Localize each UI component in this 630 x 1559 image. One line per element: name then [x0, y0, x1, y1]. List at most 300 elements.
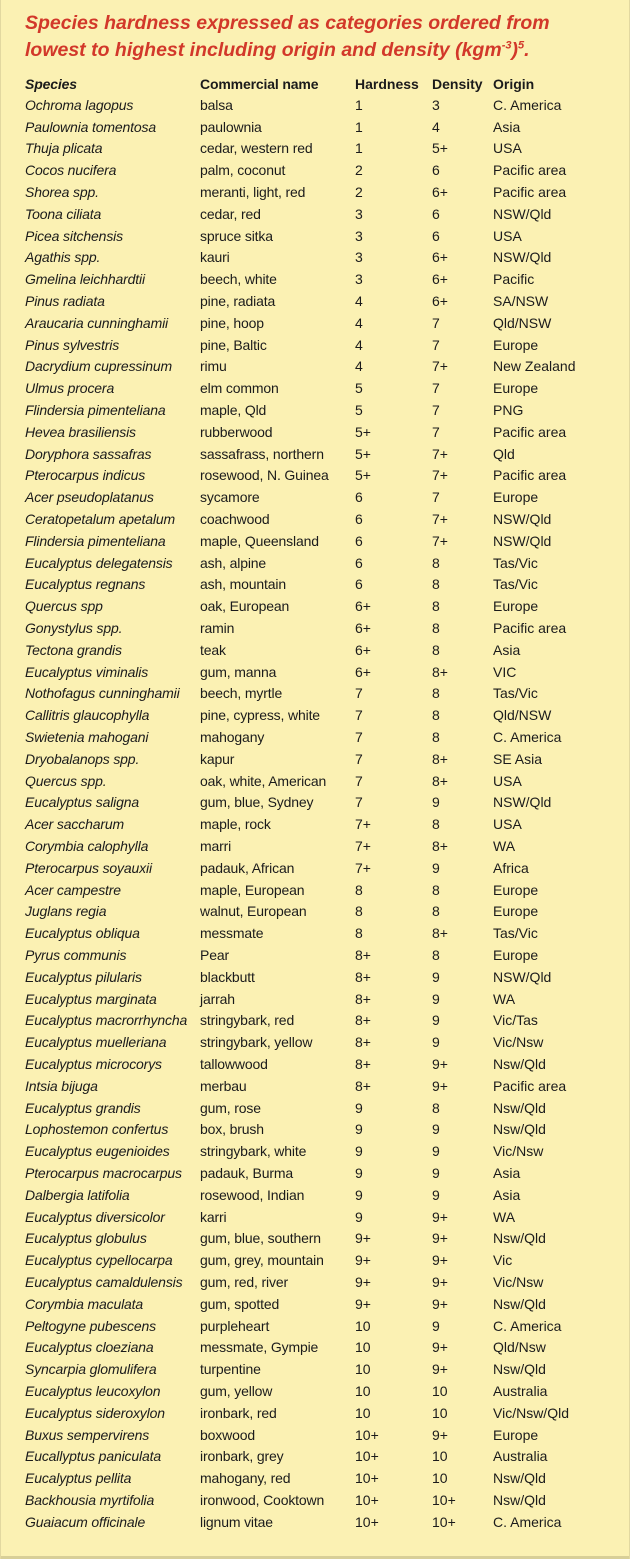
table-row — [25, 1489, 603, 1511]
table-row — [25, 421, 603, 443]
density-cell: 8 — [432, 598, 440, 615]
origin-cell: Asia — [493, 641, 521, 658]
title-period: . — [524, 39, 530, 61]
origin-cell: C. America — [493, 1317, 562, 1334]
header-origin: Origin — [493, 76, 535, 92]
density-cell: 8+ — [432, 750, 448, 767]
species-cell: Juglans regia — [25, 903, 107, 920]
table-row — [25, 1206, 603, 1228]
origin-cell: Vic/Nsw/Qld — [493, 1404, 569, 1421]
species-cell: Eucalyptus viminalis — [25, 663, 149, 680]
header-row — [25, 74, 603, 94]
species-cell: Acer campestre — [25, 881, 121, 898]
density-cell: 9 — [432, 794, 440, 811]
species-cell: Shorea spp. — [25, 184, 99, 201]
commercial-name-cell: mahogany — [200, 729, 265, 745]
origin-cell: USA — [493, 772, 522, 789]
density-cell: 6 — [432, 205, 440, 222]
density-cell: 10 — [432, 1470, 448, 1487]
table-row — [25, 813, 603, 835]
density-cell: 8+ — [432, 663, 448, 680]
origin-cell: NSW/Qld — [493, 205, 552, 222]
commercial-name-cell: blackbutt — [200, 968, 255, 985]
origin-cell: Europe — [493, 1426, 539, 1443]
origin-cell: Pacific area — [493, 1077, 567, 1094]
commercial-name-cell: turpentine — [200, 1361, 261, 1378]
title-line-1: Species hardness expressed as categories ordered from — [25, 12, 550, 34]
origin-cell: New Zealand — [493, 358, 576, 375]
species-cell: Eucalyptus grandis — [25, 1099, 141, 1116]
commercial-name-cell: cedar, red — [200, 205, 261, 222]
density-cell: 4 — [432, 118, 440, 135]
origin-cell: USA — [493, 140, 522, 157]
species-cell: Tectona grandis — [25, 641, 122, 658]
title-exponent: -3 — [501, 39, 512, 52]
hardness-cell: 10 — [355, 1339, 371, 1356]
species-cell: Lophostemon confertus — [25, 1121, 169, 1138]
origin-cell: Europe — [493, 946, 539, 963]
density-cell: 9+ — [432, 1273, 448, 1290]
commercial-name-cell: beech, white — [200, 271, 277, 288]
hardness-cell: 3 — [355, 249, 363, 266]
hardness-cell: 10 — [355, 1361, 371, 1378]
hardness-cell: 10+ — [355, 1448, 379, 1465]
hardness-cell: 10 — [355, 1404, 371, 1421]
table-row — [25, 203, 603, 225]
table-row — [25, 726, 603, 748]
commercial-name-cell: merbau — [200, 1077, 247, 1094]
origin-cell: WA — [493, 990, 516, 1007]
table-row — [25, 835, 603, 857]
origin-cell: Tas/Vic — [493, 554, 538, 571]
hardness-table — [25, 74, 603, 1533]
species-cell: Eucalyptus cloeziana — [25, 1339, 154, 1356]
origin-cell: WA — [493, 837, 516, 854]
hardness-cell: 9+ — [355, 1252, 371, 1269]
table-row — [25, 399, 603, 421]
density-cell: 8 — [432, 685, 440, 702]
commercial-name-cell: paulownia — [200, 118, 262, 135]
table-row — [25, 159, 603, 181]
table-row — [25, 138, 603, 160]
density-cell: 10+ — [432, 1513, 456, 1530]
hardness-cell: 2 — [355, 162, 363, 179]
origin-cell: SE Asia — [493, 750, 543, 767]
hardness-cell: 4 — [355, 358, 363, 375]
commercial-name-cell: coachwood — [200, 511, 270, 528]
table-row — [25, 748, 603, 770]
origin-cell: Asia — [493, 1164, 521, 1181]
species-cell: Gonystylus spp. — [25, 620, 123, 637]
origin-cell: Europe — [493, 881, 539, 898]
species-cell: Eucalyptus saligna — [25, 794, 140, 811]
table-row — [25, 334, 603, 356]
density-cell: 7+ — [432, 467, 448, 484]
hardness-cell: 7 — [355, 750, 363, 767]
origin-cell: Pacific area — [493, 162, 567, 179]
density-cell: 9 — [432, 990, 440, 1007]
table-row — [25, 356, 603, 378]
density-cell: 7+ — [432, 532, 448, 549]
origin-cell: SA/NSW — [493, 293, 549, 310]
density-cell: 8 — [432, 881, 440, 898]
density-cell: 10+ — [432, 1491, 456, 1508]
species-cell: Picea sitchensis — [25, 227, 123, 244]
hardness-cell: 7 — [355, 794, 363, 811]
table-row — [25, 1315, 603, 1337]
table-row — [25, 1097, 603, 1119]
commercial-name-cell: ironwood, Cooktown — [200, 1491, 325, 1508]
table-row — [25, 988, 603, 1010]
species-cell: Pinus sylvestris — [25, 336, 120, 353]
commercial-name-cell: oak, European — [200, 598, 290, 615]
origin-cell: USA — [493, 816, 522, 833]
table-row — [25, 617, 603, 639]
hardness-cell: 8+ — [355, 1034, 371, 1051]
table-row — [25, 225, 603, 247]
density-cell: 6 — [432, 227, 440, 244]
hardness-cell: 6 — [355, 532, 363, 549]
density-cell: 9 — [432, 1317, 440, 1334]
species-cell: Eucallyptus paniculata — [25, 1448, 162, 1465]
commercial-name-cell: stringybark, yellow — [200, 1034, 313, 1051]
origin-cell: Europe — [493, 336, 539, 353]
origin-cell: Nsw/Qld — [493, 1470, 546, 1487]
hardness-cell: 4 — [355, 336, 363, 353]
table-row — [25, 574, 603, 596]
species-cell: Eucalyptus cypellocarpa — [25, 1252, 173, 1269]
origin-cell: Vic/Nsw — [493, 1273, 544, 1290]
origin-cell: C. America — [493, 96, 562, 113]
commercial-name-cell: ironbark, red — [200, 1404, 277, 1421]
table-row — [25, 1336, 603, 1358]
hardness-cell: 8 — [355, 881, 363, 898]
origin-cell: Vic/Tas — [493, 1012, 538, 1029]
hardness-cell: 6+ — [355, 620, 371, 637]
origin-cell: Asia — [493, 1186, 521, 1203]
table-row — [25, 1445, 603, 1467]
hardness-cell: 6 — [355, 576, 363, 593]
origin-cell: Europe — [493, 380, 539, 397]
table-row — [25, 377, 603, 399]
origin-cell: Nsw/Qld — [493, 1055, 546, 1072]
commercial-name-cell: stringybark, white — [200, 1143, 307, 1160]
density-cell: 9 — [432, 1186, 440, 1203]
commercial-name-cell: karri — [200, 1208, 227, 1225]
density-cell: 7 — [432, 423, 440, 440]
commercial-name-cell: sycamore — [200, 489, 260, 506]
origin-cell: Africa — [493, 859, 529, 876]
hardness-cell: 2 — [355, 184, 363, 201]
density-cell: 9 — [432, 1034, 440, 1051]
header-commercial-name: Commercial name — [200, 76, 319, 92]
commercial-name-cell: ramin — [200, 620, 235, 637]
origin-cell: Tas/Vic — [493, 925, 538, 942]
hardness-cell: 5 — [355, 380, 363, 397]
commercial-name-cell: kapur — [200, 750, 235, 767]
density-cell: 7 — [432, 336, 440, 353]
species-cell: Nothofagus cunninghamii — [25, 685, 180, 702]
table-row — [25, 1009, 603, 1031]
density-cell: 6 — [432, 162, 440, 179]
density-cell: 9+ — [432, 1208, 448, 1225]
table-row — [25, 1118, 603, 1140]
table-row — [25, 857, 603, 879]
hardness-cell: 1 — [355, 140, 363, 157]
table-row — [25, 290, 603, 312]
hardness-cell: 6+ — [355, 598, 371, 615]
species-cell: Ochroma lagopus — [25, 96, 134, 113]
table-row — [25, 639, 603, 661]
header-density: Density — [432, 76, 483, 92]
species-cell: Callitris glaucophylla — [25, 707, 150, 724]
commercial-name-cell: maple, Qld — [200, 402, 267, 419]
species-cell: Eucalyptus marginata — [25, 990, 157, 1007]
density-cell: 8+ — [432, 837, 448, 854]
origin-cell: NSW/Qld — [493, 511, 552, 528]
hardness-cell: 6 — [355, 554, 363, 571]
hardness-cell: 4 — [355, 314, 363, 331]
commercial-name-cell: stringybark, red — [200, 1012, 295, 1029]
species-cell: Paulownia tomentosa — [25, 118, 157, 135]
density-cell: 8+ — [432, 925, 448, 942]
hardness-cell: 8+ — [355, 1012, 371, 1029]
density-cell: 6+ — [432, 249, 448, 266]
density-cell: 7 — [432, 489, 440, 506]
density-cell: 8+ — [432, 772, 448, 789]
species-cell: Pterocarpus indicus — [25, 467, 146, 484]
table-row — [25, 486, 603, 508]
commercial-name-cell: ironbark, grey — [200, 1448, 284, 1465]
origin-cell: Pacific area — [493, 184, 567, 201]
commercial-name-cell: ash, mountain — [200, 576, 286, 593]
density-cell: 9+ — [432, 1230, 448, 1247]
hardness-cell: 3 — [355, 271, 363, 288]
origin-cell: Tas/Vic — [493, 685, 538, 702]
hardness-cell: 5+ — [355, 423, 371, 440]
species-cell: Eucalyptus muelleriana — [25, 1034, 167, 1051]
table-row — [25, 900, 603, 922]
origin-cell: Qld — [493, 445, 515, 462]
density-cell: 7+ — [432, 358, 448, 375]
species-cell: Dalbergia latifolia — [25, 1186, 130, 1203]
commercial-name-cell: padauk, Burma — [200, 1164, 293, 1181]
origin-cell: Tas/Vic — [493, 576, 538, 593]
species-cell: Pyrus communis — [25, 946, 127, 963]
commercial-name-cell: gum, manna — [200, 663, 277, 680]
table-row — [25, 1402, 603, 1424]
density-cell: 9+ — [432, 1295, 448, 1312]
species-cell: Araucaria cunninghamii — [25, 314, 169, 331]
density-cell: 9+ — [432, 1339, 448, 1356]
density-cell: 6+ — [432, 293, 448, 310]
species-cell: Eucalyptus sideroxylon — [25, 1404, 165, 1421]
commercial-name-cell: rubberwood — [200, 423, 273, 440]
hardness-cell: 9 — [355, 1143, 363, 1160]
commercial-name-cell: pine, cypress, white — [200, 707, 320, 724]
species-cell: Eucalyptus camaldulensis — [25, 1273, 183, 1290]
table-row — [25, 879, 603, 901]
title-line-2: lowest to highest including origin and density (kgm — [25, 39, 502, 61]
hardness-cell: 5+ — [355, 467, 371, 484]
commercial-name-cell: rosewood, N. Guinea — [200, 467, 329, 484]
origin-cell: Vic/Nsw — [493, 1143, 544, 1160]
species-cell: Doryphora sassafras — [25, 445, 152, 462]
species-cell: Eucalyptus obliqua — [25, 925, 140, 942]
commercial-name-cell: messmate, Gympie — [200, 1339, 319, 1356]
table-row — [25, 704, 603, 726]
species-cell: Corymbia maculata — [25, 1295, 144, 1312]
species-cell: Eucalyptus delegatensis — [25, 554, 173, 571]
species-cell: Eucalyptus macrorrhyncha — [25, 1012, 188, 1029]
hardness-cell: 9+ — [355, 1230, 371, 1247]
hardness-cell: 1 — [355, 96, 363, 113]
table-row — [25, 181, 603, 203]
commercial-name-cell: boxwood — [200, 1426, 255, 1443]
density-cell: 9 — [432, 1143, 440, 1160]
density-cell: 7+ — [432, 511, 448, 528]
density-cell: 7+ — [432, 445, 448, 462]
hardness-cell: 6 — [355, 511, 363, 528]
density-cell: 8 — [432, 707, 440, 724]
commercial-name-cell: jarrah — [200, 990, 235, 1007]
commercial-name-cell: lignum vitae — [200, 1513, 273, 1530]
species-cell: Acer pseudoplatanus — [25, 489, 154, 506]
commercial-name-cell: rimu — [200, 358, 227, 375]
table-row — [25, 508, 603, 530]
commercial-name-cell: sassafrass, northern — [200, 445, 324, 462]
hardness-cell: 6+ — [355, 641, 371, 658]
species-cell: Eucalyptus pilularis — [25, 968, 142, 985]
hardness-cell: 6 — [355, 489, 363, 506]
table-row — [25, 1227, 603, 1249]
header-species: Species — [25, 76, 77, 92]
commercial-name-cell: gum, yellow — [200, 1382, 273, 1399]
origin-cell: Europe — [493, 903, 539, 920]
table-row — [25, 530, 603, 552]
hardness-cell: 5 — [355, 402, 363, 419]
table-row — [25, 268, 603, 290]
commercial-name-cell: gum, rose — [200, 1099, 261, 1116]
commercial-name-cell: maple, Queensland — [200, 532, 319, 549]
commercial-name-cell: maple, European — [200, 881, 305, 898]
commercial-name-cell: pine, Baltic — [200, 336, 267, 353]
hardness-cell: 7+ — [355, 859, 371, 876]
hardness-cell: 6+ — [355, 663, 371, 680]
density-cell: 9+ — [432, 1426, 448, 1443]
density-cell: 8 — [432, 641, 440, 658]
table-row — [25, 922, 603, 944]
origin-cell: Qld/NSW — [493, 314, 552, 331]
table-row — [25, 1184, 603, 1206]
commercial-name-cell: gum, blue, Sydney — [200, 794, 314, 811]
hardness-cell: 3 — [355, 205, 363, 222]
hardness-cell: 10+ — [355, 1513, 379, 1530]
table-row — [25, 94, 603, 116]
table-row — [25, 770, 603, 792]
origin-cell: Pacific — [493, 271, 535, 288]
origin-cell: Nsw/Qld — [493, 1230, 546, 1247]
commercial-name-cell: pine, hoop — [200, 314, 264, 331]
hardness-cell: 9 — [355, 1164, 363, 1181]
origin-cell: NSW/Qld — [493, 532, 552, 549]
species-cell: Eucalyptus leucoxylon — [25, 1382, 161, 1399]
hardness-cell: 5+ — [355, 445, 371, 462]
hardness-cell: 7 — [355, 772, 363, 789]
origin-cell: Nsw/Qld — [493, 1295, 546, 1312]
species-cell: Corymbia calophylla — [25, 837, 149, 854]
commercial-name-cell: messmate — [200, 925, 264, 942]
origin-cell: Qld/NSW — [493, 707, 552, 724]
density-cell: 7 — [432, 380, 440, 397]
species-cell: Agathis spp. — [25, 249, 101, 266]
species-cell: Syncarpia glomulifera — [25, 1361, 157, 1378]
origin-cell: NSW/Qld — [493, 794, 552, 811]
species-cell: Swietenia mahogani — [25, 729, 149, 745]
species-cell: Hevea brasiliensis — [25, 423, 136, 440]
origin-cell: Pacific area — [493, 423, 567, 440]
table-row — [25, 966, 603, 988]
species-cell: Intsia bijuga — [25, 1077, 98, 1094]
density-cell: 7 — [432, 314, 440, 331]
origin-cell: Pacific area — [493, 467, 567, 484]
species-cell: Eucalyptus diversicolor — [25, 1208, 165, 1225]
origin-cell: Qld/Nsw — [493, 1339, 546, 1356]
table-row — [25, 116, 603, 138]
species-cell: Toona ciliata — [25, 205, 102, 222]
hardness-cell: 4 — [355, 293, 363, 310]
commercial-name-cell: gum, grey, mountain — [200, 1252, 324, 1269]
hardness-cell: 7 — [355, 707, 363, 724]
origin-cell: Asia — [493, 118, 521, 135]
commercial-name-cell: ash, alpine — [200, 554, 267, 571]
species-cell: Dacrydium cupressinum — [25, 358, 173, 375]
density-cell: 9 — [432, 968, 440, 985]
table-row — [25, 1075, 603, 1097]
hardness-cell: 8+ — [355, 1055, 371, 1072]
density-cell: 8 — [432, 729, 440, 745]
table-row — [25, 1271, 603, 1293]
species-cell: Flindersia pimenteliana — [25, 532, 166, 549]
density-cell: 8 — [432, 816, 440, 833]
table-row — [25, 683, 603, 705]
table-row — [25, 1511, 603, 1533]
table-row — [25, 944, 603, 966]
origin-cell: VIC — [493, 663, 517, 680]
commercial-name-cell: palm, coconut — [200, 162, 286, 179]
table-row — [25, 1293, 603, 1315]
origin-cell: Australia — [493, 1448, 548, 1465]
origin-cell: WA — [493, 1208, 516, 1225]
species-cell: Acer saccharum — [25, 816, 125, 833]
commercial-name-cell: box, brush — [200, 1121, 264, 1138]
hardness-cell: 9+ — [355, 1295, 371, 1312]
species-cell: Buxus sempervirens — [25, 1426, 150, 1443]
commercial-name-cell: tallowwood — [200, 1055, 268, 1072]
commercial-name-cell: cedar, western red — [200, 140, 313, 157]
commercial-name-cell: Pear — [200, 946, 229, 963]
density-cell: 8 — [432, 576, 440, 593]
origin-cell: Nsw/Qld — [493, 1099, 546, 1116]
species-cell: Eucalyptus eugenioides — [25, 1143, 170, 1160]
species-cell: Quercus spp — [25, 598, 103, 615]
hardness-cell: 3 — [355, 227, 363, 244]
origin-cell: Vic — [493, 1252, 513, 1269]
species-cell: Eucalyptus globulus — [25, 1230, 147, 1247]
species-cell: Guaiacum officinale — [25, 1513, 146, 1530]
commercial-name-cell: gum, blue, southern — [200, 1230, 321, 1247]
density-cell: 9 — [432, 859, 440, 876]
